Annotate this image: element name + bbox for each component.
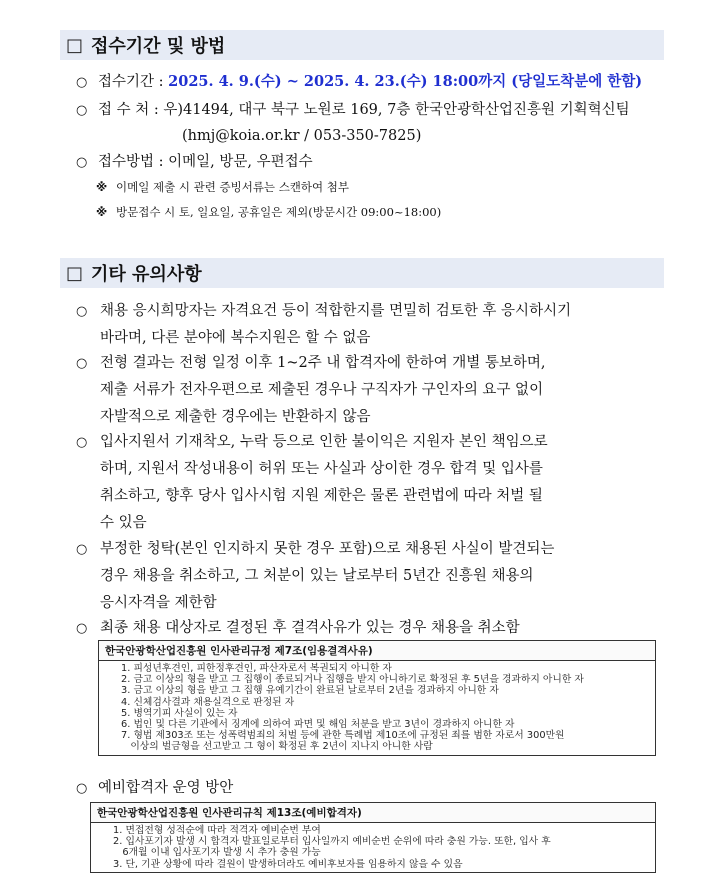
reserve-line: [76, 778, 233, 799]
circle-bullet-icon: ○: [76, 304, 88, 319]
notice-item-2: [76, 350, 668, 431]
note-visit: [96, 204, 441, 220]
notice-text: 입사지원서 기재착오, 누락 등으로 인한 불이익은 지원자 본인 책임으로: [100, 434, 548, 450]
period-label: 접수기간 :: [98, 74, 169, 90]
notice-text: 최종 채용 대상자로 결정된 후 결격사유가 있는 경우 채용을 취소함: [100, 620, 520, 636]
method-label: 접수방법 :: [98, 154, 169, 170]
address-line: [76, 100, 630, 121]
method-value: 이메일, 방문, 우편접수: [168, 154, 313, 170]
section-title: 접수기간 및 방법: [91, 36, 226, 57]
notice-text: 취소하고, 향후 당사 입사시험 지원 제한은 물론 관련법에 따라 처벌 될: [100, 488, 543, 504]
circle-bullet-icon: ○: [76, 103, 88, 118]
circle-bullet-icon: ○: [76, 542, 88, 557]
notice-text: 응시자격을 제한함: [100, 595, 217, 611]
rule-item: 6. 법인 및 다른 기관에서 징계에 의하여 파면 및 해임 처분을 받고 3년이 경과하지 아니한 자: [121, 719, 515, 731]
contact-value: (hmj@koia.or.kr / 053-350-7825): [182, 128, 422, 144]
notice-text: 경우 채용을 취소하고, 그 처분이 있는 날로부터 5년간 진흥원 채용의: [100, 568, 534, 584]
circle-bullet-icon: ○: [76, 75, 88, 90]
rule-item: 1. 면접전형 성적순에 따라 적격자 예비순번 부여: [113, 825, 321, 836]
address-value: 우)41494, 대구 북구 노원로 169, 7층 한국안광학산업진흥원 기획혁신팀: [163, 102, 630, 118]
notice-text: 하며, 지원서 작성내용이 허위 또는 사실과 상이한 경우 합격 및 입사를: [100, 461, 543, 477]
circle-bullet-icon: ○: [76, 621, 88, 636]
rule-item: 2. 입사포기자 발생 시 합격자 발표일로부터 입사일까지 예비순번 순위에 따라 충원 가능. 또한, 입사 후: [113, 836, 551, 848]
rule-item: 3. 금고 이상의 형을 받고 그 집행 유예기간이 완료된 날로부터 2년을 경과하지 아니한 자: [121, 685, 499, 697]
notice-item-3: [76, 429, 668, 537]
reference-mark-icon: ※: [96, 180, 108, 194]
circle-bullet-icon: ○: [76, 155, 88, 170]
rule-item: 5. 병역기피 사실이 있는 자: [121, 707, 238, 719]
reserve-text: 예비합격자 운영 방안: [98, 780, 234, 796]
rule-item: 7. 형법 제303조 또는 성폭력범죄의 처벌 등에 관한 특례법 제10조에 규정된 죄를 범한 자로서 300만원: [121, 730, 565, 742]
rule-item: 2. 금고 이상의 형을 받고 그 집행이 종료되거나 집행을 받지 아니하기로 확정된 후 5년을 경과하지 아니한 자: [121, 674, 584, 686]
reserve-rule-box: [90, 802, 656, 873]
reference-mark-icon: ※: [96, 205, 108, 219]
rule-box-heading: 한국안광학산업진흥원 인사관리규칙 제13조(예비합격자): [91, 803, 655, 823]
section-header-notes: [60, 258, 664, 288]
notice-text: 바라며, 다른 분야에 복수지원은 할 수 없음: [100, 330, 371, 346]
note-text: 방문접수 시 토, 일요일, 공휴일은 제외(방문시간 09:00~18:00): [116, 205, 442, 219]
rule-item: 이상의 벌금형을 선고받고 그 형이 확정된 후 2년이 지나지 아니한 사람: [121, 741, 433, 753]
notice-item-1: [76, 298, 668, 352]
method-line: [76, 152, 313, 173]
contact-line: [182, 126, 421, 146]
checkbox-square-icon: □: [66, 262, 84, 284]
notice-text: 채용 응시희망자는 자격요건 등이 적합한지를 면밀히 검토한 후 응시하시기: [100, 303, 572, 319]
address-label: 접 수 처 :: [98, 102, 164, 118]
rule-item: 1. 피성년후견인, 피한정후견인, 파산자로서 복권되지 아니한 자: [121, 663, 392, 674]
note-email: [96, 179, 349, 195]
rule-item: 6개월 이내 입사포기자 발생 시 추가 충원 가능: [113, 847, 321, 859]
circle-bullet-icon: ○: [76, 781, 88, 796]
section-header-application: [60, 30, 664, 60]
rule-box-heading: 한국안광학산업진흥원 인사관리규정 제7조(임용결격사유): [99, 641, 655, 661]
note-text: 이메일 제출 시 관련 증빙서류는 스캔하여 첨부: [116, 180, 350, 194]
section-title: 기타 유의사항: [91, 264, 202, 285]
notice-item-4: [76, 536, 668, 617]
circle-bullet-icon: ○: [76, 435, 88, 450]
rule-item: 3. 단, 기관 상황에 따라 결원이 발생하더라도 예비후보자를 임용하지 않을 수 있음: [113, 858, 463, 870]
period-line: [76, 72, 642, 93]
notice-text: 부정한 청탁(본인 인지하지 못한 경우 포함)으로 채용된 사실이 발견되는: [100, 541, 555, 557]
circle-bullet-icon: ○: [76, 356, 88, 371]
notice-text: 제출 서류가 전자우편으로 제출된 경우나 구직자가 구인자의 요구 없이: [100, 382, 544, 398]
rule-item: 4. 신체검사결과 채용실격으로 판정된 자: [121, 696, 295, 708]
period-value: 2025. 4. 9.(수) ~ 2025. 4. 23.(수) 18:00까지 (당일도착분에 한함): [168, 73, 643, 90]
disqualification-rule-box: [98, 640, 656, 756]
notice-text: 수 있음: [100, 515, 147, 531]
notice-text: 전형 결과는 전형 일정 이후 1~2주 내 합격자에 한하여 개별 통보하며,: [100, 355, 546, 371]
notice-item-5: [76, 615, 668, 642]
notice-text: 자발적으로 제출한 경우에는 반환하지 않음: [100, 409, 371, 425]
checkbox-square-icon: □: [66, 34, 84, 56]
